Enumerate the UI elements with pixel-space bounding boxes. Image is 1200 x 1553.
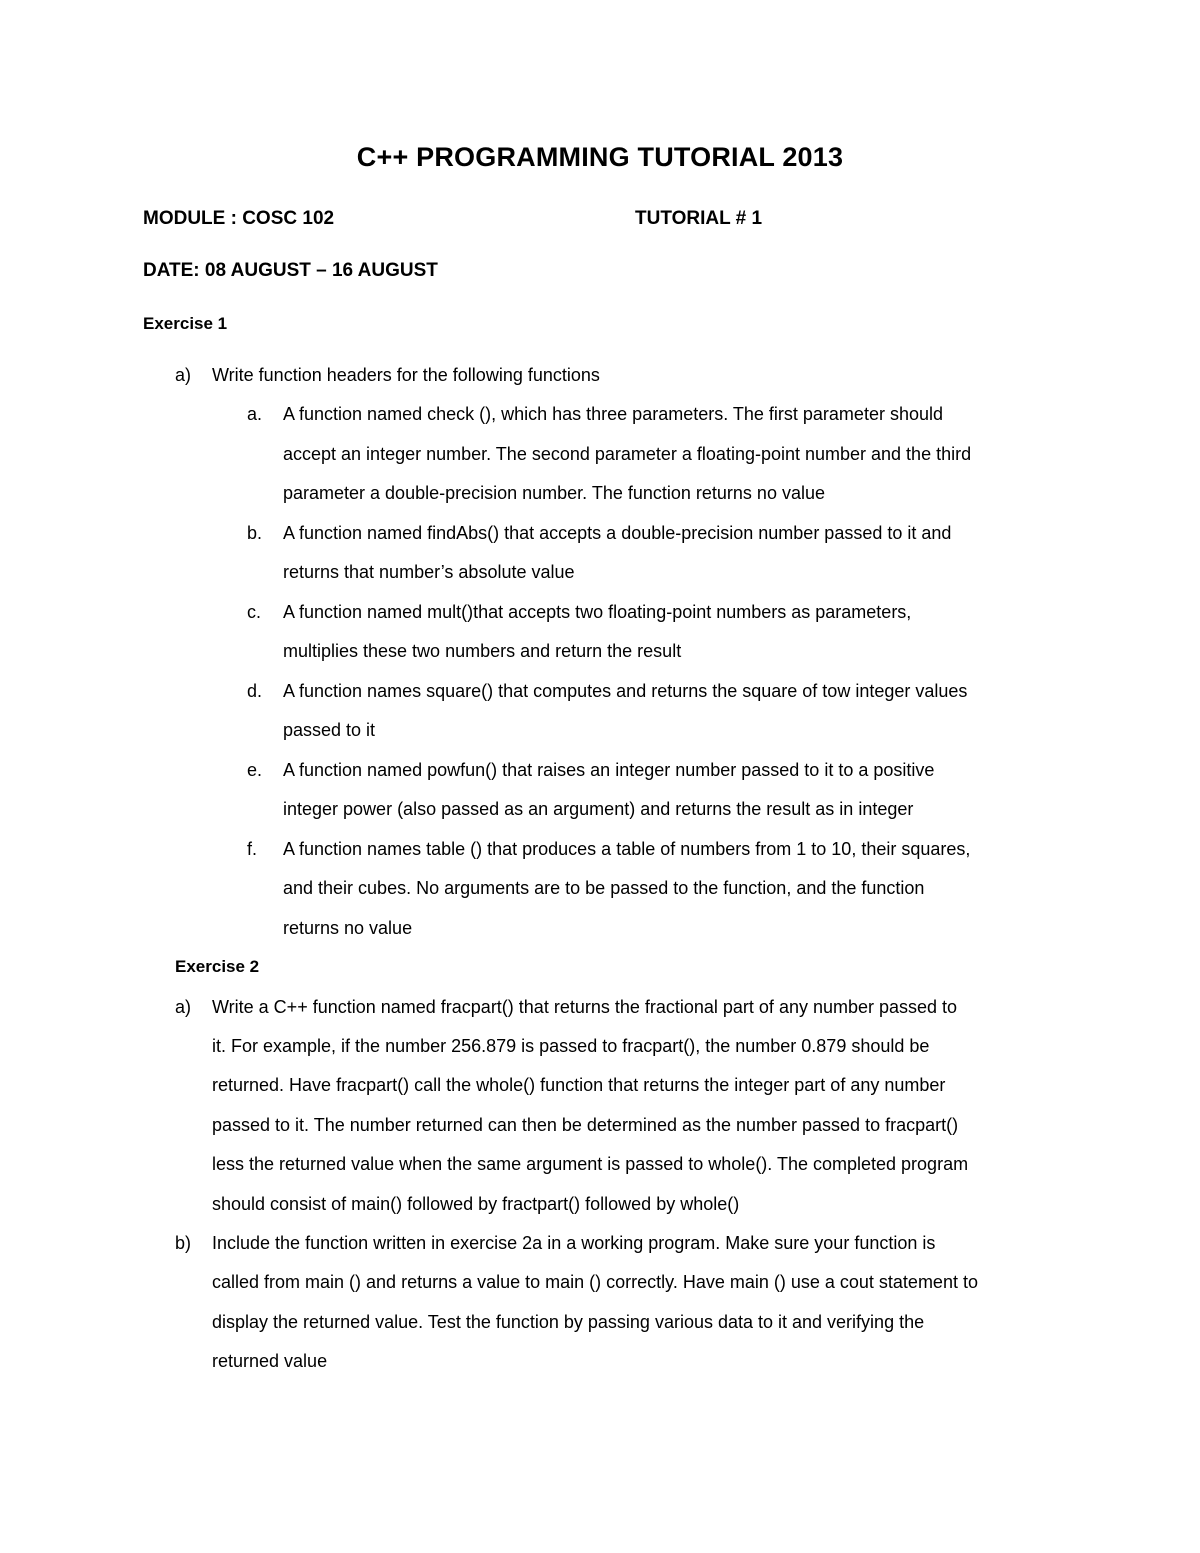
list-item-line: and their cubes. No arguments are to be passed to the function, and the function — [283, 878, 925, 898]
list-item-line: A function named powfun() that raises an integer number passed to it to a positive — [283, 760, 935, 780]
list-item-line: multiplies these two numbers and return the result — [283, 641, 682, 661]
list-item-line: accept an integer number. The second parameter a floating-point number and the third — [283, 444, 972, 464]
list-item-line: A function names table () that produces a table of numbers from 1 to 10, their squares, — [283, 839, 971, 859]
list-item-marker: a. — [247, 404, 263, 424]
list-item-line: returned. Have fracpart() call the whole() function that returns the integer part of any number — [212, 1075, 946, 1095]
exercise-1-part-a-marker: a) — [175, 365, 192, 385]
list-item-line: Write a C++ function named fracpart() that returns the fractional part of any number passed to — [212, 997, 958, 1017]
list-item-line: returns no value — [283, 918, 413, 938]
list-item-line: display the returned value. Test the function by passing various data to it and verifying the — [212, 1312, 925, 1332]
tutorial-number: TUTORIAL # 1 — [635, 208, 763, 229]
module-label: MODULE : COSC 102 — [143, 208, 335, 229]
list-item-line: it. For example, if the number 256.879 is passed to fracpart(), the number 0.879 should be — [212, 1036, 930, 1056]
list-item-line: A function named findAbs() that accepts a double-precision number passed to it and — [283, 523, 952, 543]
list-item-marker: b) — [175, 1233, 192, 1253]
list-item-line: integer power (also passed as an argument) and returns the result as in integer — [283, 799, 914, 819]
list-item-marker: b. — [247, 523, 263, 543]
list-item-line: returns that number’s absolute value — [283, 562, 575, 582]
list-item-line: passed to it. The number returned can then be determined as the number passed to fracpart() — [212, 1115, 959, 1135]
document-title: C++ PROGRAMMING TUTORIAL 2013 — [356, 142, 844, 172]
list-item-line: returned value — [212, 1351, 328, 1371]
list-item-marker: a) — [175, 997, 192, 1017]
exercise-1-part-a-text: Write function headers for the following functions — [212, 365, 600, 385]
exercise-2-title: Exercise 2 — [175, 957, 260, 976]
list-item-line: A function names square() that computes and returns the square of tow integer values — [283, 681, 968, 701]
list-item-marker: f. — [247, 839, 258, 859]
list-item-line: A function named mult()that accepts two floating-point numbers as parameters, — [283, 602, 912, 622]
list-item-line: parameter a double-precision number. The function returns no value — [283, 483, 825, 503]
date-range: DATE: 08 AUGUST – 16 AUGUST — [143, 260, 438, 281]
list-item-marker: e. — [247, 760, 263, 780]
list-item-line: A function named check (), which has three parameters. The first parameter should — [283, 404, 943, 424]
list-item-line: Include the function written in exercise 2a in a working program. Make sure your function is — [212, 1233, 936, 1253]
list-item-line: should consist of main() followed by fractpart() followed by whole() — [212, 1194, 740, 1214]
list-item-line: passed to it — [283, 720, 376, 740]
list-item-marker: c. — [247, 602, 262, 622]
list-item-marker: d. — [247, 681, 263, 701]
exercise-1-title: Exercise 1 — [143, 314, 228, 333]
list-item-line: less the returned value when the same argument is passed to whole(). The completed program — [212, 1154, 969, 1174]
list-item-line: called from main () and returns a value to main () correctly. Have main () use a cout statement to — [212, 1272, 978, 1292]
